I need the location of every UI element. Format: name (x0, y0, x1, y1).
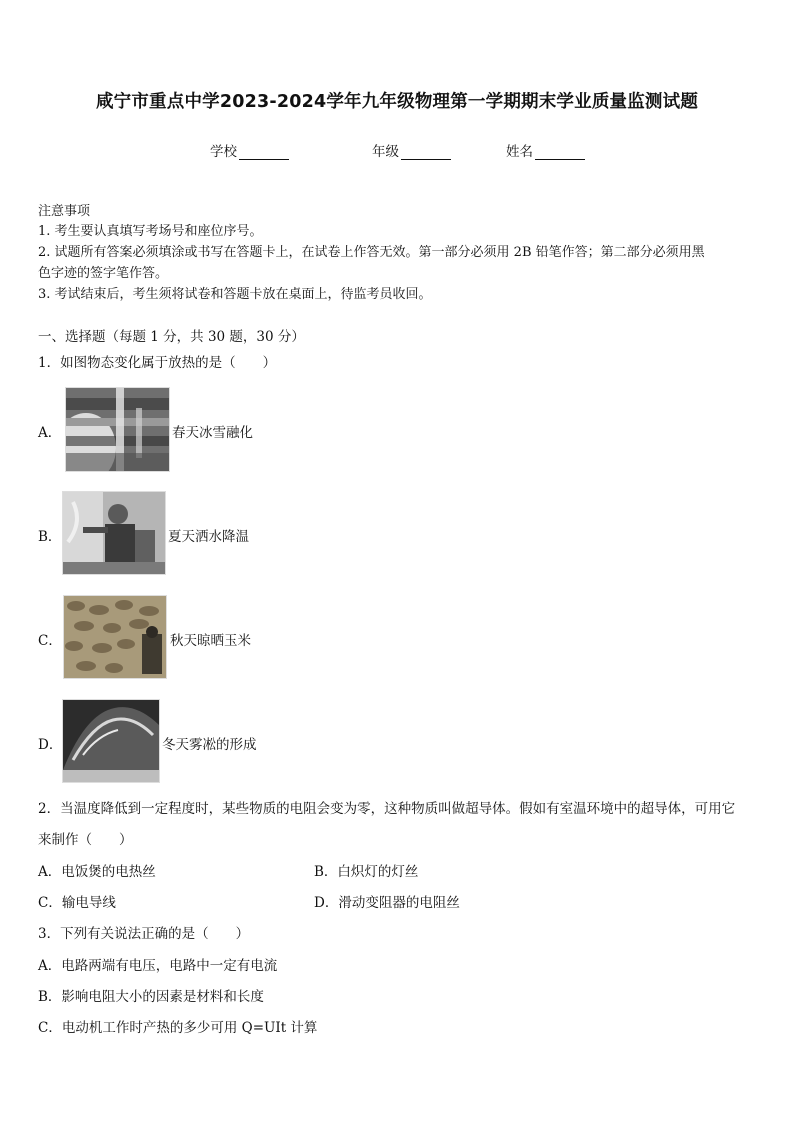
grade-field (372, 140, 451, 160)
school-blank (239, 145, 289, 160)
answer-option: C．输电导线 (38, 895, 116, 911)
name-field (506, 140, 585, 160)
question-stem: 3．下列有关说法正确的是（ ） (38, 926, 250, 942)
answer-option: C．电动机工作时产热的多少可用 Q=UIt 计算 (38, 1020, 318, 1036)
water-spraying-image (62, 491, 166, 575)
notice-heading: 注意事项 (38, 204, 91, 219)
option-letter: D． (38, 737, 63, 753)
ice-melting-image (65, 387, 170, 472)
grade-label: 年级 (372, 144, 399, 160)
question-stem-continued: 来制作（ ） (38, 832, 133, 848)
notice-item: 1. 考生要认真填写考场号和座位序号。 (38, 224, 263, 239)
notice-item: 3. 考试结束后，考生须将试卷和答题卡放在桌面上，待监考员收回。 (38, 287, 432, 302)
name-blank (535, 145, 585, 160)
school-label: 学校 (210, 144, 237, 160)
option-letter: B． (38, 529, 62, 545)
option-letter: A． (38, 425, 62, 441)
question-stem: 2．当温度降低到一定程度时，某些物质的电阻会变为零，这种物质叫做超导体。假如有室温环境中的超导体，可用它 (38, 801, 736, 817)
answer-option: A．电饭煲的电热丝 (38, 864, 156, 880)
answer-option: B．白炽灯的灯丝 (314, 864, 419, 880)
notice-item: 色字迹的签字笔作答。 (38, 266, 169, 281)
notice-item: 2. 试题所有答案必须填涂或书写在答题卡上，在试卷上作答无效。第一部分必须用 2B 铅笔作答；第二部分必须用黑 (38, 245, 705, 260)
answer-option: D．滑动变阻器的电阻丝 (314, 895, 460, 911)
answer-option: B．影响电阻大小的因素是材料和长度 (38, 989, 264, 1005)
page-title: 咸宁市重点中学2023-2024学年九年级物理第一学期期末学业质量监测试题 (95, 92, 699, 112)
rime-formation-image (62, 699, 160, 783)
grade-blank (401, 145, 451, 160)
drying-corn-image (63, 595, 167, 679)
option-text: 秋天晾晒玉米 (170, 633, 251, 649)
option-text: 夏天洒水降温 (168, 529, 249, 545)
school-field (210, 140, 289, 160)
option-letter: C． (38, 633, 62, 649)
option-text: 春天冰雪融化 (172, 425, 253, 441)
section-heading: 一、选择题（每题 1 分，共 30 题，30 分） (38, 329, 305, 345)
question-stem: 1．如图物态变化属于放热的是（ ） (38, 355, 277, 371)
name-label: 姓名 (506, 144, 533, 160)
answer-option: A．电路两端有电压，电路中一定有电流 (38, 958, 278, 974)
option-text: 冬天雾凇的形成 (162, 737, 257, 753)
